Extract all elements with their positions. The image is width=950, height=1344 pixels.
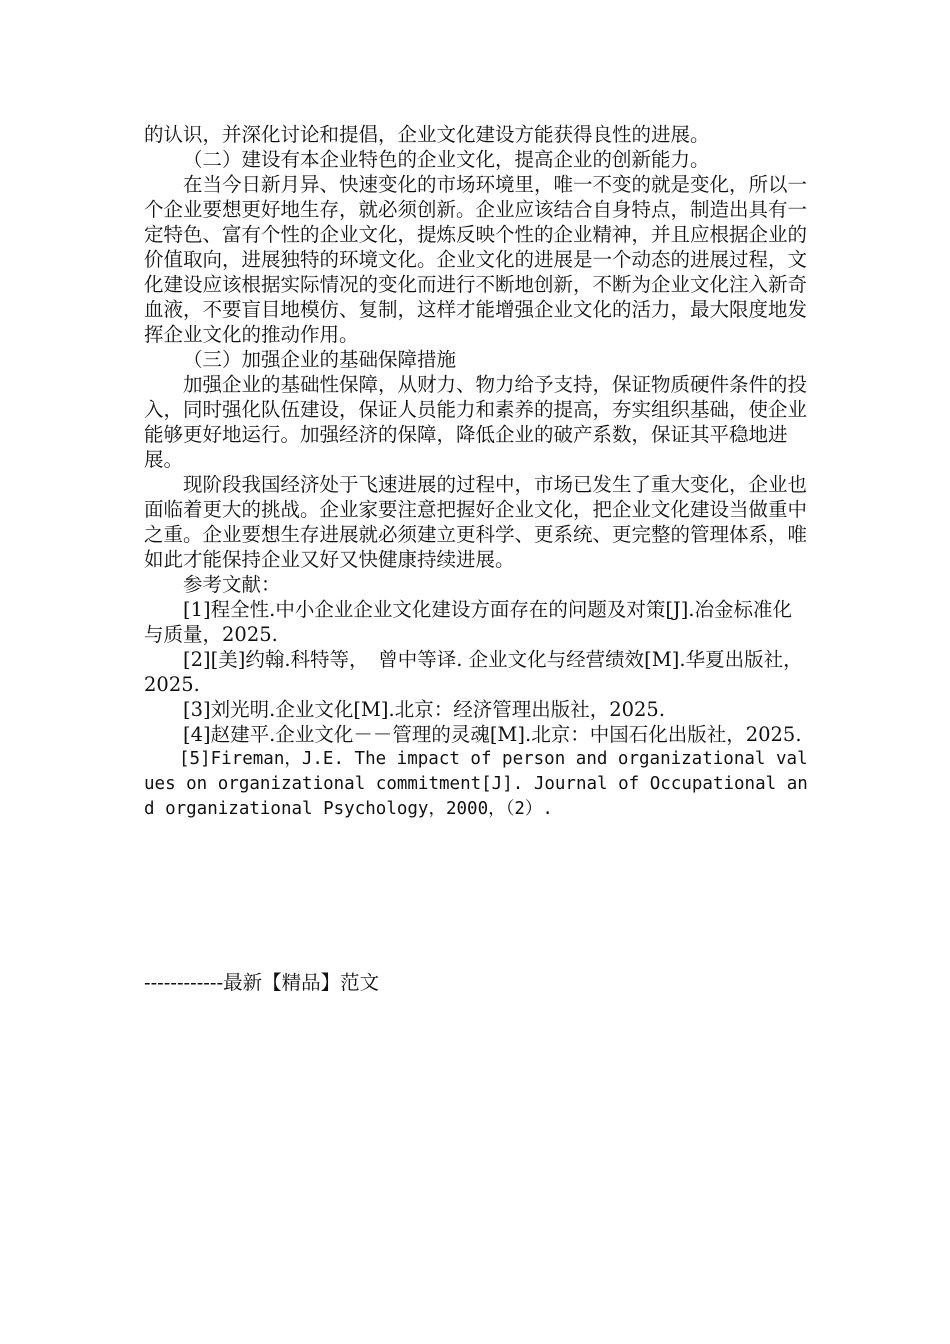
paragraph-innovation: 在当今日新月异、快速变化的市场环境里，唯一不变的就是变化，所以一个企业要想更好地生存，就必须创新。企业应该结合自身特点，制造出具有一定特色、富有个性的企业文化，提炼反映个性的企业精神，并且应根据企业的价值取向，进展独特的环境文化。企业文化的进展是一个动态的进展过程，文化建设应该根据实际情况的变化而进行不断地创新，不断为企业文化注入新奇血液，不要盲目地模仿、复制，这样才能增强企业文化的活力，最大限度地发挥企业文化的推动作用。 xyxy=(144,173,808,346)
reference-item: [5]Fireman，J.E. The impact of person and organizational values on organizational commitment[J]. Journal of Occupational and organizational Psychology，2000，（2）. xyxy=(144,749,808,819)
paragraph-safeguards: 加强企业的基础性保障，从财力、物力给予支持，保证物质硬件条件的投入，同时强化队伍建设，保证人员能力和素养的提高，夯实组织基础，使企业能够更好地运行。加强经济的保障，降低企业的破产系数，保证其平稳地进展。 xyxy=(144,373,808,471)
reference-item: [4]赵建平.企业文化－－管理的灵魂[M].北京：中国石化出版社，2025. xyxy=(183,723,802,746)
heading-section-3: （三）加强企业的基础保障措施 xyxy=(183,348,457,371)
heading-section-2: （二）建设有本企业特色的企业文化，提高企业的创新能力。 xyxy=(183,148,710,171)
paragraph-intro: 的认识，并深化讨论和提倡，企业文化建设方能获得良性的进展。 xyxy=(144,123,710,146)
reference-item: [3]刘光明.企业文化[M].北京：经济管理出版社，2025. xyxy=(183,698,666,721)
footer-label: ------------最新【精品】范文 xyxy=(144,971,380,994)
document-body xyxy=(144,122,813,822)
reference-item: [2][美]约翰.科特等， 曾中等译. 企业文化与经营绩效[M].华夏出版社， 2025. xyxy=(144,648,813,696)
paragraph-conclusion: 现阶段我国经济处于飞速进展的过程中，市场已发生了重大变化，企业也面临着更大的挑战。企业家要注意把握好企业文化，把企业文化建设当做重中之重。企业要想生存进展就必须建立更科学、更系统、更完整的管理体系，唯如此才能保持企业又好又快健康持续进展。 xyxy=(144,473,808,571)
reference-item: [1]程全性.中小企业企业文化建设方面存在的问题及对策[J].冶金标准化与质量，2025. xyxy=(144,598,793,646)
references-heading: 参考文献： xyxy=(183,573,281,596)
